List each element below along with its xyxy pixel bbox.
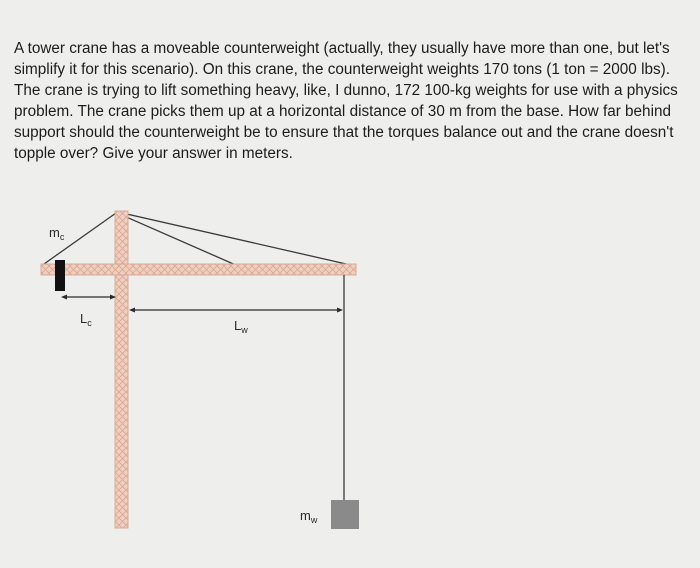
problem-line: topple over? Give your answer in meters. — [14, 145, 293, 162]
problem-line: problem. The crane picks them up at a horizontal distance of 30 m from the base. How far behind — [14, 103, 671, 120]
problem-line: support should the counterweight be to ensure that the torques balance out and the crane doesn't — [14, 124, 674, 141]
problem-line: The crane is trying to lift something heavy, like, I dunno, 172 100-kg weights for use with a physics — [14, 82, 678, 99]
lw-label: $L_w$ — [234, 318, 248, 335]
crane-jib — [41, 264, 356, 275]
lw-dimension-arrow — [129, 308, 343, 313]
cable-mid — [124, 216, 238, 266]
counterweight — [55, 260, 65, 291]
lc-dimension-arrow — [61, 295, 116, 300]
problem-line: A tower crane has a moveable counterweight (actually, they usually have more than one, but let's — [14, 40, 670, 57]
cable-front — [118, 212, 355, 266]
crane-mast — [115, 211, 128, 528]
load-mass-label: $m_w$ — [300, 508, 318, 525]
load-weight — [331, 500, 359, 529]
problem-line: simplify it for this scenario). On this crane, the counterweight weights 170 tons (1 ton = 2000 lbs). — [14, 61, 670, 78]
counterweight-mass-label: $m_c$ — [49, 225, 65, 242]
lc-label: $L_c$ — [80, 311, 92, 328]
